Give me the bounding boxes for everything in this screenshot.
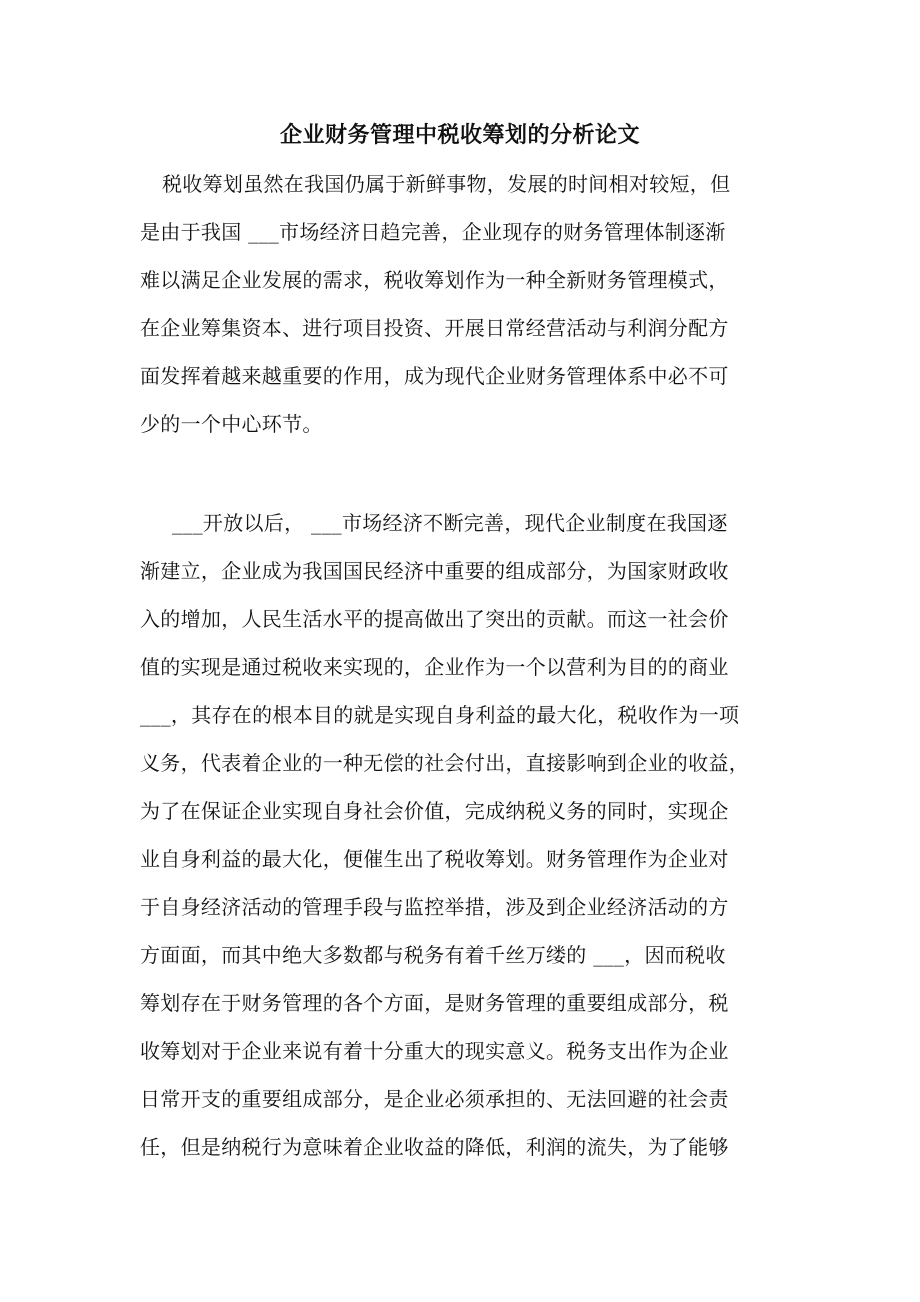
paragraph-line: 义务，代表着企业的一种无偿的社会付出，直接影响到企业的收益， — [140, 751, 749, 775]
paragraph-line: 是由于我国 ___市场经济日趋完善，企业现存的财务管理体制逐渐 — [140, 220, 726, 244]
paragraph-line: 渐建立，企业成为我国国民经济中重要的组成部分，为国家财政收 — [140, 559, 729, 583]
paragraph-line: 少的一个中心环节。 — [140, 412, 323, 436]
paragraph-line: 税收筹划虽然在我国仍属于新鲜事物，发展的时间相对较短，但 — [162, 172, 731, 196]
paragraph-line: 日常开支的重要组成部分，是企业必须承担的、无法回避的社会责 — [140, 1087, 729, 1111]
paragraph-line: ___开放以后， ___市场经济不断完善，现代企业制度在我国逐 — [172, 511, 728, 535]
document-title: 企业财务管理中税收筹划的分析论文 — [279, 122, 640, 148]
paragraph-line: 业自身利益的最大化，便催生出了税收筹划。财务管理作为企业对 — [140, 847, 729, 871]
paragraph-line: 于自身经济活动的管理手段与监控举措，涉及到企业经济活动的方 — [140, 895, 729, 919]
paragraph-line: 难以满足企业发展的需求，税收筹划作为一种全新财务管理模式， — [140, 268, 729, 292]
paragraph-line: 任，但是纳税行为意味着企业收益的降低，利润的流失，为了能够 — [140, 1135, 729, 1159]
paragraph-line: 收筹划对于企业来说有着十分重大的现实意义。税务支出作为企业 — [140, 1039, 729, 1063]
paragraph-line: 面发挥着越来越重要的作用，成为现代企业财务管理体系中必不可 — [140, 364, 729, 388]
paragraph-line: 入的增加，人民生活水平的提高做出了突出的贡献。而这一社会价 — [140, 607, 729, 631]
paragraph-line: 为了在保证企业实现自身社会价值，完成纳税义务的同时，实现企 — [140, 799, 729, 823]
paragraph-line: 方面面，而其中绝大多数都与税务有着千丝万缕的 ___，因而税收 — [140, 943, 726, 967]
paragraph-line: 值的实现是通过税收来实现的，企业作为一个以营利为目的的商业 — [140, 655, 729, 679]
paragraph-line: ___，其存在的根本目的就是实现自身利益的最大化，税收作为一项 — [140, 703, 740, 727]
paragraph-line: 在企业筹集资本、进行项目投资、开展日常经营活动与利润分配方 — [140, 316, 729, 340]
paragraph-line: 筹划存在于财务管理的各个方面，是财务管理的重要组成部分，税 — [140, 991, 729, 1015]
